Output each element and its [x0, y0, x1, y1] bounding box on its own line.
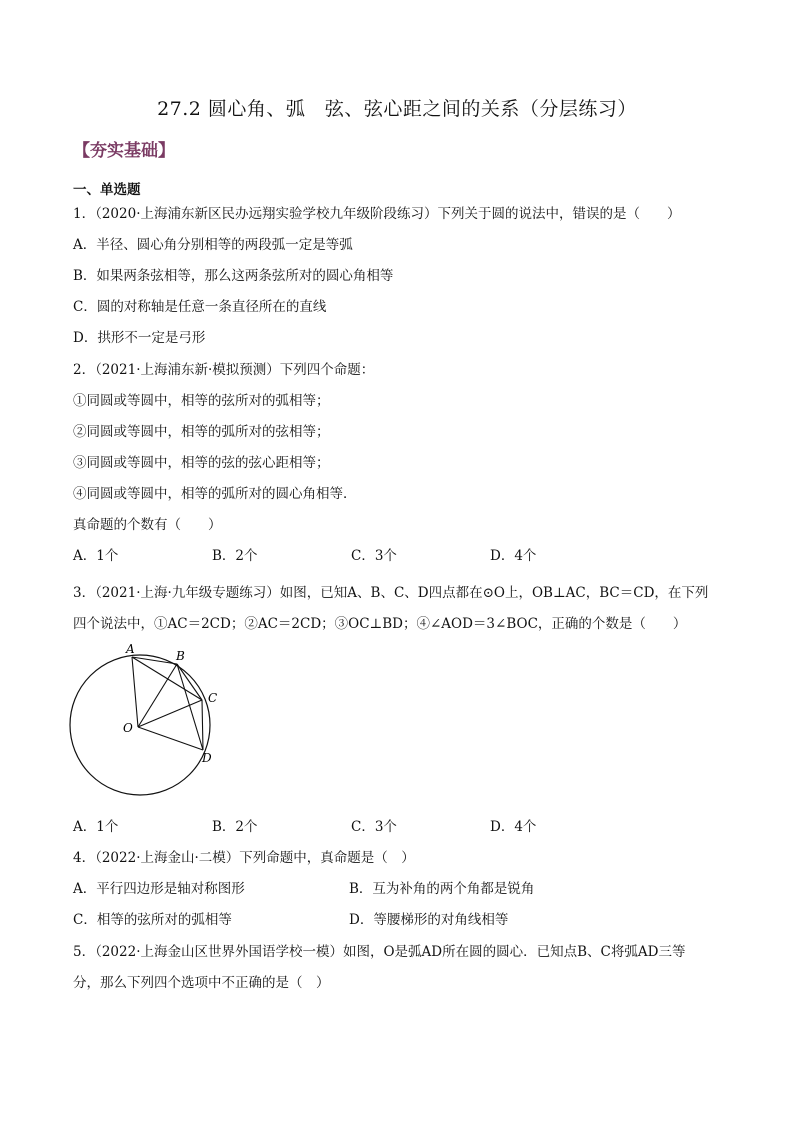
q3-stem-line1: 3．（2021·上海·九年级专题练习）如图，已知A、B、C、D四点都在⊙O上，OB⊥AC，BC＝CD，在下列: [73, 585, 709, 601]
label-o: O: [123, 721, 133, 735]
q2-statement-4: ④同圆或等圆中，相等的弧所对的圆心角相等．: [73, 486, 357, 502]
label-d: D: [202, 751, 212, 765]
q3-options: [73, 815, 633, 835]
q1-option-b: B．如果两条弦相等，那么这两条弦所对的圆心角相等: [73, 268, 394, 284]
q4-options-row1: [73, 877, 713, 897]
q2-stem: 2．（2021·上海浦东新·模拟预测）下列四个命题：: [73, 362, 375, 378]
q4-option-a: A．平行四边形是轴对称图形: [73, 881, 245, 897]
q2-statement-1: ①同圆或等圆中，相等的弦所对的弧相等；: [73, 393, 330, 409]
q4-option-d: D．等腰梯形的对角线相等: [349, 912, 509, 928]
q4-options-row2: [73, 908, 713, 928]
page-title: 27.2 圆心角、弧 弦、弦心距之间的关系（分层练习）: [157, 98, 637, 120]
q3-option-a: A．1个: [73, 819, 119, 835]
q2-option-b: B．2个: [212, 548, 258, 564]
section-heading: 【夯实基础】: [73, 141, 175, 161]
q1-stem: 1．（2020·上海浦东新区民办远翔实验学校九年级阶段练习）下列关于圆的说法中，错误的是（ ）: [73, 206, 681, 222]
segment-cd: [202, 700, 203, 750]
segment-bd: [177, 664, 203, 750]
q2-options: [73, 544, 633, 564]
segment-bc: [177, 664, 202, 700]
q2-question: 真命题的个数有（ ）: [73, 517, 222, 533]
segment-ac: [132, 657, 202, 700]
q4-option-c: C．相等的弦所对的弧相等: [73, 912, 232, 928]
label-c: C: [208, 691, 218, 705]
label-a: A: [126, 642, 135, 656]
q2-option-c: C．3个: [351, 548, 397, 564]
q4-option-b: B．互为补角的两个角都是锐角: [349, 881, 535, 897]
q5-stem-line1: 5．（2022·上海金山区世界外国语学校一模）如图，O是弧AD所在圆的圆心．已知点B、C将弧AD三等: [73, 944, 686, 960]
q3-stem-line2: 四个说法中，①AC＝2CD；②AC＝2CD；③OC⊥BD；④∠AOD＝3∠BOC，正确的个数是（ ）: [73, 616, 687, 632]
q1-option-c: C．圆的对称轴是任意一条直径所在的直线: [73, 299, 327, 315]
q1-option-a: A．半径、圆心角分别相等的两段弧一定是等弧: [73, 237, 353, 253]
q2-statement-3: ③同圆或等圆中，相等的弦的弦心距相等；: [73, 455, 330, 471]
q2-option-d: D．4个: [490, 548, 537, 564]
q3-option-c: C．3个: [351, 819, 397, 835]
segment-ob: [138, 664, 177, 727]
circle-o: [70, 655, 210, 795]
q3-option-b: B．2个: [212, 819, 258, 835]
q3-circle-figure: [60, 640, 230, 800]
q1-option-d: D．拱形不一定是弓形: [73, 330, 206, 346]
q2-option-a: A．1个: [73, 548, 119, 564]
q2-statement-2: ②同圆或等圆中，相等的弧所对的弦相等；: [73, 424, 330, 440]
segment-oa: [132, 657, 138, 727]
q4-stem: 4．（2022·上海金山·二模）下列命题中，真命题是（ ）: [73, 850, 415, 866]
q5-stem-line2: 分，那么下列四个选项中不正确的是（ ）: [73, 975, 330, 991]
part-heading: 一、单选题: [73, 182, 141, 198]
q3-option-d: D．4个: [490, 819, 537, 835]
segment-od: [138, 727, 203, 750]
segment-ab: [132, 657, 177, 664]
label-b: B: [176, 649, 185, 663]
